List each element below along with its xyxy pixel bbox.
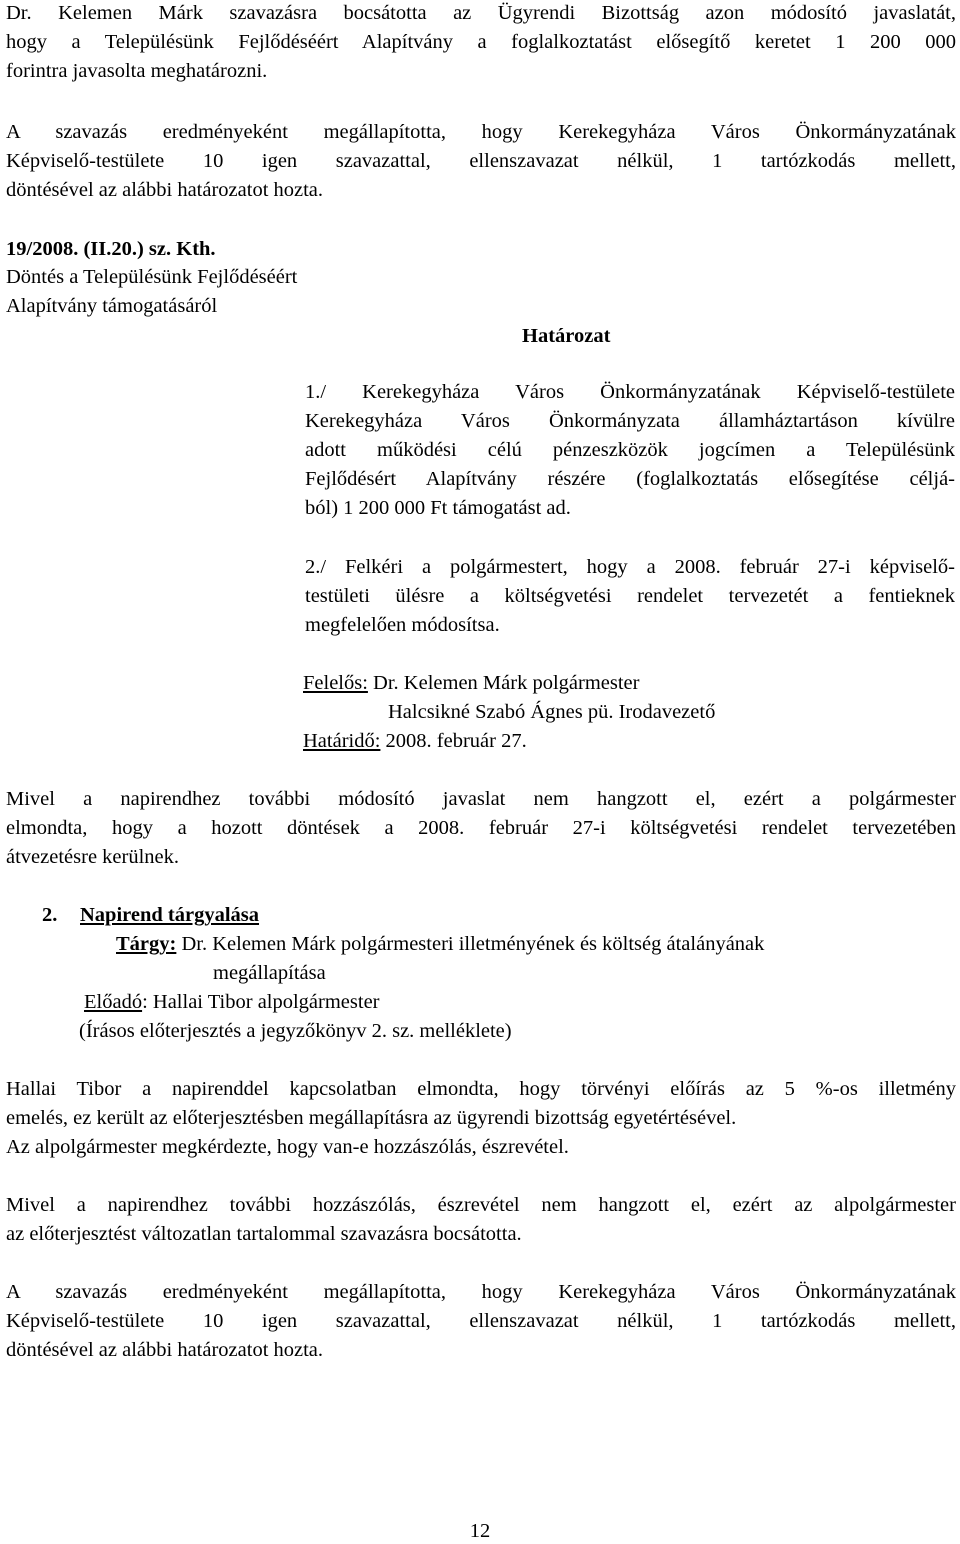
text-line: megfelelően módosítsa. xyxy=(305,614,500,636)
paragraph-voting-result xyxy=(6,118,956,205)
agenda-presenter xyxy=(84,988,380,1017)
presenter-label: Előadó xyxy=(84,991,143,1013)
text-line: Döntés a Településünk Fejlődéséért xyxy=(6,266,298,288)
page-number: 12 xyxy=(469,1520,491,1542)
deadline-value: 2008. február 27. xyxy=(380,730,527,752)
deadline-line xyxy=(303,727,527,756)
text-line: Mivel a napirendhez további módosító javaslat nem hangzott el, ezért a polgármester xyxy=(6,788,956,810)
text-line: Képviselő-testülete 10 igen szavazattal, ellenszavazat nélkül, 1 tartózkodás mellett, xyxy=(6,150,956,172)
responsible-person-2: Halcsikné Szabó Ágnes pü. Irodavezető xyxy=(388,701,716,723)
text-line: forintra javasolta meghatározni. xyxy=(6,60,268,82)
text-line: ból) 1 200 000 Ft támogatást ad. xyxy=(305,497,571,519)
paragraph-voting-amendment xyxy=(6,0,956,86)
agenda-subject xyxy=(116,930,764,959)
decision-subject xyxy=(6,263,956,321)
text-line: döntésével az alábbi határozatot hozta. xyxy=(6,1339,324,1361)
text-line: A szavazás eredményeként megállapította, hogy Kerekegyháza Város Önkormányzatának xyxy=(6,121,956,143)
text-line: 1./ Kerekegyháza Város Önkormányzatának Képviselő-testülete xyxy=(305,381,955,403)
text-line: adott működési célú pénzeszközök jogcímen a Településünk xyxy=(305,439,955,461)
text-line: az előterjesztést változatlan tartalommal szavazásra bocsátotta. xyxy=(6,1223,522,1245)
text-line: testületi ülésre a költségvetési rendelet tervezetét a fentieknek xyxy=(305,585,955,607)
deadline-label: Határidő: xyxy=(303,730,381,752)
decision-number: 19/2008. (II.20.) sz. Kth. xyxy=(6,238,216,260)
paragraph-no-comments xyxy=(6,1191,956,1249)
text-line: hogy a Településünk Fejlődéséért Alapítvány a foglalkoztatást elősegítő keretet 1 200 000 xyxy=(6,31,956,53)
paragraph-deputy-mayor xyxy=(6,1075,956,1162)
text-line: Alapítvány támogatásáról xyxy=(6,295,218,317)
agenda-title: Napirend tárgyalása xyxy=(80,904,260,926)
text-line: döntésével az alábbi határozatot hozta. xyxy=(6,179,324,201)
text-line: Hallai Tibor a napirenddel kapcsolatban elmondta, hogy törvényi előírás az 5 %-os illetmény xyxy=(6,1078,956,1100)
resolution-item-1 xyxy=(305,378,955,523)
text-line: Az alpolgármester megkérdezte, hogy van-e hozzászólás, észrevétel. xyxy=(6,1136,569,1158)
text-line: Képviselő-testülete 10 igen szavazattal, ellenszavazat nélkül, 1 tartózkodás mellett, xyxy=(6,1310,956,1332)
decision-heading: Határozat xyxy=(522,325,611,347)
agenda-number: 2. xyxy=(42,904,58,926)
text-line: Mivel a napirendhez további hozzászólás, észrevétel nem hangzott el, ezért az alpolgármester xyxy=(6,1194,956,1216)
text-line: A szavazás eredményeként megállapította, hogy Kerekegyháza Város Önkormányzatának xyxy=(6,1281,956,1303)
resolution-item-2 xyxy=(305,553,955,640)
paragraph-mayor-statement xyxy=(6,785,956,872)
text-line: Fejlődésért Alapítvány részére (foglalkoztatás elősegítése céljá- xyxy=(305,468,955,490)
subject-label: Tárgy: xyxy=(116,933,177,955)
text-line: átvezetésre kerülnek. xyxy=(6,846,180,868)
text-line: Dr. Kelemen Márk szavazásra bocsátotta az Ügyrendi Bizottság azon módosító javaslatát, xyxy=(6,2,956,24)
text-line: elmondta, hogy a hozott döntések a 2008. február 27-i költségvetési rendelet tervezetében xyxy=(6,817,956,839)
presenter-value: : Hallai Tibor alpolgármester xyxy=(142,991,380,1013)
text-line: 2./ Felkéri a polgármestert, hogy a 2008. február 27-i képviselő- xyxy=(305,556,955,578)
agenda-attachment: (Írásos előterjesztés a jegyzőkönyv 2. sz. melléklete) xyxy=(79,1020,512,1042)
responsible-line xyxy=(303,669,639,698)
responsible-label: Felelős: xyxy=(303,672,368,694)
agenda-subject-continued: megállapítása xyxy=(213,962,326,984)
paragraph-voting-result-2 xyxy=(6,1278,956,1365)
text-line: Kerekegyháza Város Önkormányzata államháztartáson kívülre xyxy=(305,410,955,432)
subject-text: Dr. Kelemen Márk polgármesteri illetményének és költség átalányának xyxy=(176,933,765,955)
text-line: emelés, ez került az előterjesztésben megállapításra az ügyrendi bizottság egyetértésével. xyxy=(6,1107,737,1129)
responsible-person: Dr. Kelemen Márk polgármester xyxy=(367,672,640,694)
